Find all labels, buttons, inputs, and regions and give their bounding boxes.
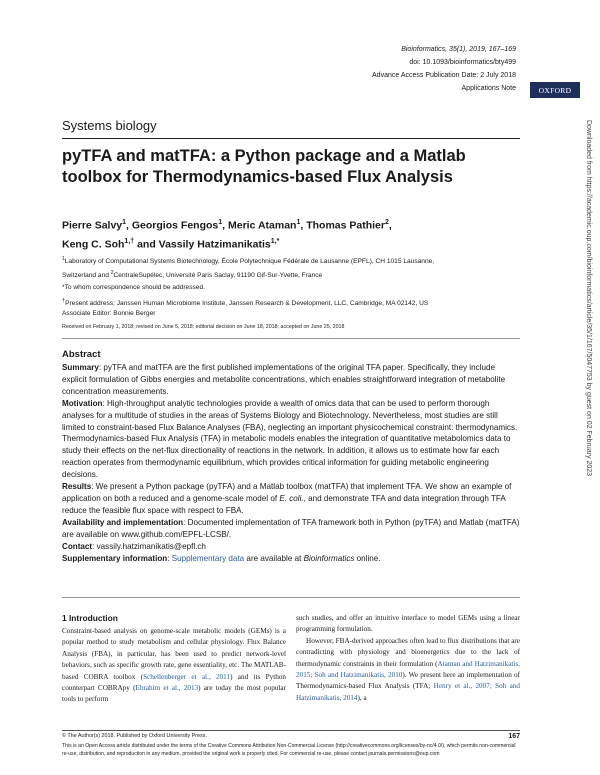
intro-text: ) and its Python counterpart COBRApy ( (62, 672, 286, 693)
author-sup: 1 (218, 219, 223, 226)
author-sup: 1,† (124, 237, 135, 245)
author-name: Georgios Fengos (131, 219, 219, 232)
correspondence-notes (62, 283, 482, 320)
present-address: Present address: Janssen Human Microbiome Institute, Janssen Research & Development, LLC, Cambridge, MA 02142, US (65, 299, 429, 307)
footer-divider (62, 730, 520, 731)
abstract-divider-top (62, 338, 520, 339)
abstract-motivation (62, 398, 520, 481)
abstract-supplementary (62, 553, 520, 565)
supp-colon: : (167, 553, 172, 563)
article-metadata (372, 43, 516, 95)
copyright-notice: © The Author(s) 2018. Published by Oxford University Press. (62, 733, 207, 739)
abstract-results (62, 481, 520, 517)
supp-text: are available at (244, 553, 304, 563)
section-divider (62, 138, 520, 139)
author-sup: 2 (384, 219, 389, 226)
page-number: 167 (508, 733, 520, 740)
author-name: Meric Ataman (227, 219, 297, 232)
author-name: Thomas Pathier (306, 219, 385, 232)
intro-text: ). We present here an implementation of Thermodynamics-based Flux Analysis (TFA; (296, 671, 520, 691)
citation-link[interactable]: Henry et al., 2007; Soh and Hatzimanikatis, 2014 (296, 682, 520, 702)
species-name: E. coli. (279, 493, 304, 503)
author-name: Keng C. Soh (62, 238, 125, 250)
download-note: Downloaded from https://academic.oup.com/bioinformatics/article/35/1/167/5047753 by guest on 02 February 2023 (585, 120, 592, 477)
article-type: Applications Note (461, 85, 516, 92)
motivation-label: Motivation (62, 398, 103, 408)
results-text-end: , and demonstrate TFA and data integration through TFA reduce the feasible flux space with respect to FBA. (62, 493, 506, 515)
supplementary-data-link[interactable]: Supplementary data (171, 553, 245, 563)
intro-text: ), a (357, 693, 367, 702)
author-list: Pierre Salvy$^1$, Georgios Fengos$^1$, Meric Ataman$^1$, Thomas Pathier$^2$, Keng C. Soh$^{1,\dagger}$ and Vassily Hatzimanikatis$^{1,*}$ (62, 219, 392, 250)
availability-text: : Documented implementation of TFA framework both in Python (pyTFA) and Matlab (matTFA) are available on www.github.com/EPFL-LCSB/. (62, 517, 520, 539)
abstract-divider-bottom (62, 597, 520, 598)
paper-title: pyTFA and matTFA: a Python package and a Matlab toolbox for Thermodynamics-based Flux Analysis (62, 147, 466, 186)
introduction-heading: 1 Introduction (62, 613, 118, 623)
intro-paragraph (62, 626, 286, 706)
column-left (62, 626, 286, 706)
present-sup: † (62, 297, 66, 304)
affiliation-2: CentraleSupélec, Université Paris Saclay, 91190 Gif-Sur-Yvette, France (113, 271, 323, 279)
author-name: Vassily Hatzimanikatis (158, 238, 271, 250)
contact-email[interactable]: : vassily.hatzimanikatis@epfl.ch (92, 541, 206, 551)
author-sup: 1 (122, 219, 127, 226)
abstract-heading: Abstract (62, 349, 101, 360)
journal-citation: Bioinformatics, 35(1), 2019, 167–169 (401, 46, 516, 53)
abstract-availability (62, 517, 520, 541)
supp-text-end: online. (354, 553, 381, 563)
results-label: Results (62, 482, 92, 492)
affiliation-sup: 1 (62, 256, 65, 262)
summary-label: Summary (62, 363, 99, 372)
received-dates: Received on February 1, 2018; revised on June 5, 2018; editorial decision on June 18, 2018; accepted on June 25, 2018 (62, 324, 345, 330)
contact-label: Contact (62, 541, 93, 551)
motivation-text: : High-throughput analytic technologies provide a wealth of omics data that can be used to perform thorough analyses for a multitude of studies in the areas of Systems Biology and Biotechnology. Nevertheless, most studies are still limited to constraint-based Flux Balance Analyses (FBA), neglecting an important physicochemical constraint: thermodynamics. Thermodynamics-based Flux Analysis (TFA) in metabolic models enables the integration of quantitative metabolomics data to study their effects on the net-flux directionality of reactions in the network. In addition, it allows us to estimate how far each reaction operates from thermodynamic equilibrium, which provides critical information for guiding metabolic engineering decisions. (62, 398, 518, 480)
associate-editor: Associate Editor: Bonnie Berger (62, 310, 156, 318)
abstract-contact (62, 541, 520, 553)
abstract-body (62, 362, 520, 564)
summary-text: : pyTFA and matTFA are the first published implementations of the original TFA paper. Specifically, they include explicit formulation of Gibbs energies and metabolite concentrations, which enables straightforward integration of metabolite concentration measurements. (62, 363, 506, 396)
intro-paragraph: such studies, and offer an intuitive interface to model GEMs using a linear programming formulation. (296, 614, 520, 634)
citation-link[interactable]: Schellenberger et al., 2011 (143, 672, 231, 681)
intro-text: ) are today the most popular tools to perform (62, 684, 286, 704)
supplementary-label: Supplementary information (62, 553, 168, 563)
citation-link[interactable]: Ataman and Hatzimanikatis, 2015; Soh and Hatzimanikatis, 2010 (296, 659, 520, 680)
availability-label: Availability and implementation (62, 517, 184, 527)
section-label: Systems biology (62, 118, 157, 133)
intro-text: Constraint-based analysis on genome-scale metabolic models (GEMs) is a popular method to study metabolism and cellular physiology. Flux Balance Analysis (FBA), in particular, has been used to predict network-level behaviors, such as specific growth rate, gene essentiality, etc. The MATLAB-based COBRA toolbox ( (62, 627, 286, 681)
license-notice: This is an Open Access article distributed under the terms of the Creative Commons Attribution Non-Commercial License (http://creativecommons.org/licenses/by-nc/4.0/), which permits non-commercial re-use, distribution, and reproduction in any medium, provided the original work is properly cited. For commercial re-use, please contact journals.permissions@oup.com (62, 743, 516, 758)
abstract-summary (62, 362, 520, 398)
publication-date: Advance Access Publication Date: 2 July 2018 (372, 72, 516, 79)
citation-link[interactable]: Ebrahim et al., 2013 (135, 684, 199, 693)
oxford-logo: OXFORD (530, 82, 580, 98)
author-sup: 1 (296, 219, 301, 226)
column-right (296, 613, 520, 704)
affiliation-1: Laboratory of Computational Systems Biotechnology, École Polytechnique Fédérale de Lausanne (EPFL), CH 1015 Lausanne, Switzerland and (62, 258, 435, 279)
doi-link[interactable]: doi: 10.1093/bioinformatics/bty499 (409, 59, 516, 66)
intro-paragraph (296, 636, 520, 704)
results-text: : We present a Python package (pyTFA) and a Matlab toolbox (matTFA) that implement TFA. We show an example of application on both a reduced and a genome-scale model of (62, 482, 512, 503)
intro-text: However, FBA-derived approaches often lead to flux distributions that are contradicting with physiology and bioenergetics due to the lack of thermodynamic constraints in their formulation ( (296, 636, 520, 668)
journal-name: Bioinformatics (303, 553, 355, 563)
author-name: Pierre Salvy (62, 219, 123, 232)
author-sup: 1,* (270, 237, 280, 245)
download-watermark (583, 120, 593, 750)
corresponding-note: *To whom correspondence should be addressed. (62, 284, 205, 291)
affiliations (62, 254, 462, 281)
affiliation-sup: 2 (110, 269, 114, 276)
